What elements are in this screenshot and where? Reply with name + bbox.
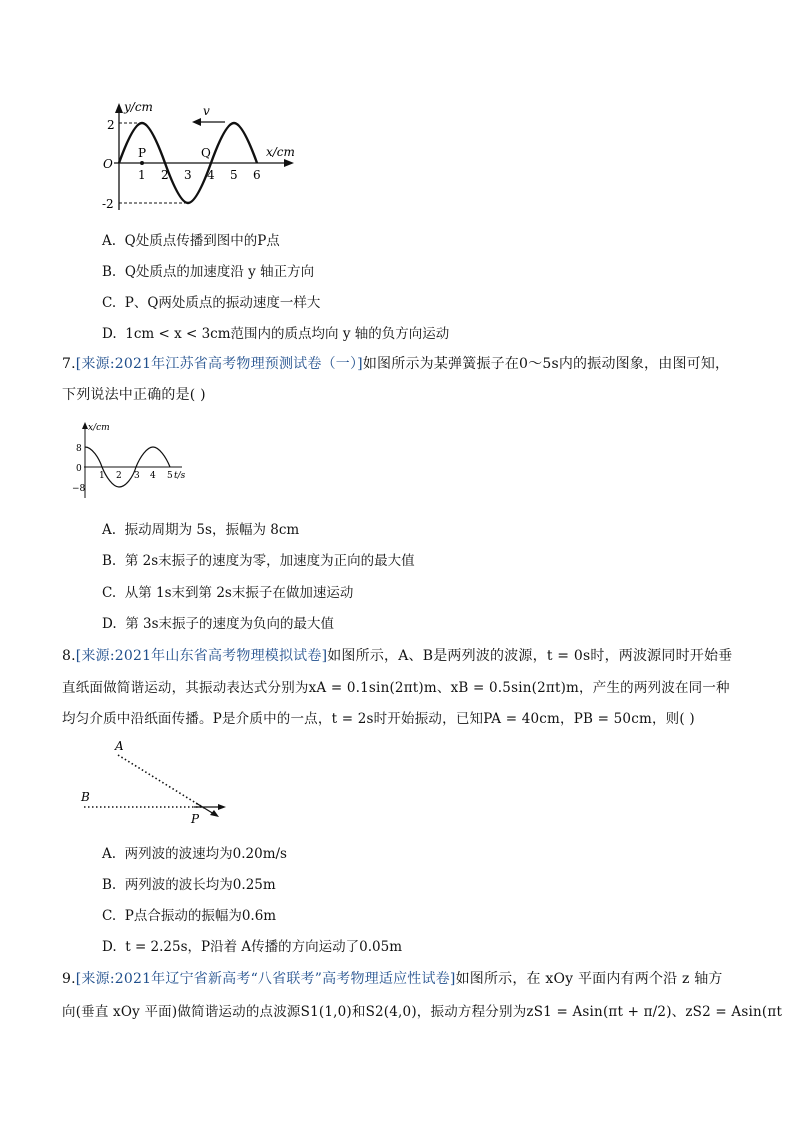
y-pos-label: 8 bbox=[76, 444, 82, 454]
y-neg-label: -2 bbox=[102, 197, 114, 211]
x-axis-label: x/cm bbox=[266, 145, 295, 159]
t-tick-5: 5 bbox=[167, 471, 173, 481]
q7-option-b-letter: B. bbox=[102, 553, 117, 569]
q7-option-c-letter: C. bbox=[102, 585, 117, 601]
oscillation-figure-q7 bbox=[70, 420, 200, 500]
velocity-label: v bbox=[203, 104, 210, 118]
x-tick-3: 3 bbox=[184, 168, 192, 182]
q9-source: [来源:2021年辽宁省新高考“八省联考”高考物理适应性试卷] bbox=[75, 971, 456, 987]
x-tick-5: 5 bbox=[230, 168, 238, 182]
origin-label: O bbox=[103, 157, 113, 171]
q8-option-c-letter: C. bbox=[102, 908, 117, 924]
y-zero-label: 0 bbox=[76, 464, 82, 474]
wave-sources-figure-q8 bbox=[78, 738, 238, 828]
q7-option-c-text: 从第 1s末到第 2s末振子在做加速运动 bbox=[124, 585, 354, 601]
t-tick-3: 3 bbox=[134, 471, 140, 481]
q6-option-a bbox=[102, 229, 280, 249]
y-pos-label: 2 bbox=[107, 118, 115, 132]
q7-source: [来源:2021年江苏省高考物理预测试卷（一）] bbox=[75, 356, 363, 372]
q7-option-b-text: 第 2s末振子的速度为零，加速度为正向的最大值 bbox=[124, 553, 415, 569]
q6-option-b-text: Q处质点的加速度沿 y 轴正方向 bbox=[124, 264, 315, 280]
wave-figure-q6 bbox=[100, 100, 310, 215]
arrow-bp-head bbox=[218, 804, 226, 810]
q8-option-b bbox=[102, 873, 276, 893]
q8-stem-3: 均匀介质中沿纸面传播。P是介质中的一点，t = 2s时开始振动，已知PA = 40cm，PB = 50cm，则( ) bbox=[62, 711, 695, 727]
q8-stem-2: 直纸面做简谐运动，其振动表达式分别为xA = 0.1sin(2πt)m、xB = 0.5sin(2πt)m，产生的两列波在同一种 bbox=[62, 680, 730, 696]
y-neg-label: −8 bbox=[72, 484, 86, 494]
x-label: x/cm bbox=[88, 423, 110, 433]
q7-option-d-text: 第 3s末振子的速度为负向的最大值 bbox=[125, 616, 335, 632]
t-tick-1: 1 bbox=[99, 471, 105, 481]
label-p: P bbox=[191, 812, 200, 826]
q6-option-a-text: Q处质点传播到图中的P点 bbox=[124, 233, 280, 249]
x-axis-arrow bbox=[284, 159, 294, 167]
t-tick-4: 4 bbox=[150, 471, 156, 481]
q8-stem-line1 bbox=[62, 645, 732, 665]
q7-option-d bbox=[102, 612, 334, 632]
q6-option-c bbox=[102, 291, 320, 311]
arrow-ap-head bbox=[210, 810, 219, 817]
t-label: t/s bbox=[174, 471, 186, 481]
t-tick-2: 2 bbox=[116, 471, 122, 481]
q8-option-a bbox=[102, 842, 287, 862]
q8-stem-line3 bbox=[62, 707, 695, 727]
q8-option-b-text: 两列波的波长均为0.25m bbox=[124, 877, 276, 893]
q8-stem-1: 如图所示，A、B是两列波的波源，t = 0s时，两波源同时开始垂 bbox=[327, 648, 733, 664]
x-tick-2: 2 bbox=[161, 168, 169, 182]
q6-option-b bbox=[102, 260, 314, 280]
q7-stem-line2 bbox=[62, 384, 206, 404]
q7-option-b bbox=[102, 549, 415, 569]
q8-option-d-text: t = 2.25s，P沿着 A传播的方向运动了0.05m bbox=[125, 939, 403, 955]
velocity-arrowhead bbox=[192, 118, 201, 126]
q8-option-a-text: 两列波的波速均为0.20m/s bbox=[124, 846, 287, 862]
q7-stem-2: 下列说法中正确的是( ) bbox=[62, 387, 206, 403]
q7-option-a bbox=[102, 518, 299, 538]
x-tick-6: 6 bbox=[253, 168, 261, 182]
q8-source: [来源:2021年山东省高考物理模拟试卷] bbox=[75, 648, 328, 664]
q6-option-c-letter: C. bbox=[102, 295, 117, 311]
q8-option-b-letter: B. bbox=[102, 877, 117, 893]
y-axis-label: y/cm bbox=[124, 100, 153, 114]
q8-option-d bbox=[102, 935, 402, 955]
dotted-line-ap bbox=[118, 755, 204, 808]
q7-number: 7. bbox=[62, 356, 76, 372]
q8-number: 8. bbox=[62, 648, 76, 664]
q6-option-b-letter: B. bbox=[102, 264, 117, 280]
point-p-label: P bbox=[138, 146, 147, 160]
q8-option-d-letter: D. bbox=[102, 939, 117, 955]
q7-stem-line1 bbox=[62, 353, 729, 373]
label-a: A bbox=[115, 739, 124, 753]
q7-stem-1: 如图所示为某弹簧振子在0～5s内的振动图象，由图可知， bbox=[362, 356, 730, 372]
q6-option-d bbox=[102, 322, 449, 342]
q6-option-c-text: P、Q两处质点的振动速度一样大 bbox=[124, 295, 321, 311]
q9-stem-line1 bbox=[62, 968, 723, 988]
q7-option-c bbox=[102, 581, 353, 601]
q8-option-c bbox=[102, 904, 276, 924]
q9-stem-2: 向(垂直 xOy 平面)做简谐运动的点波源S1(1,0)和S2(4,0)，振动方程分别为zS1 = Asin(πt + π/2)、zS2 = Asin(πt bbox=[62, 1004, 783, 1020]
q9-stem-line2 bbox=[62, 1000, 782, 1020]
q7-option-d-letter: D. bbox=[102, 616, 117, 632]
q7-option-a-letter: A. bbox=[102, 522, 117, 538]
label-b: B bbox=[81, 790, 90, 804]
q8-option-c-text: P点合振动的振幅为0.6m bbox=[124, 908, 277, 924]
q6-option-d-text: 1cm < x < 3cm范围内的质点均向 y 轴的负方向运动 bbox=[125, 326, 450, 342]
q6-option-a-letter: A. bbox=[102, 233, 117, 249]
q9-stem-1: 如图所示，在 xOy 平面内有两个沿 z 轴方 bbox=[455, 971, 723, 987]
point-p bbox=[140, 161, 144, 165]
q6-option-d-letter: D. bbox=[102, 326, 117, 342]
x-tick-1: 1 bbox=[138, 168, 146, 182]
q7-option-a-text: 振动周期为 5s，振幅为 8cm bbox=[124, 522, 300, 538]
x-tick-4: 4 bbox=[207, 168, 215, 182]
q9-number: 9. bbox=[62, 971, 76, 987]
q8-stem-line2 bbox=[62, 676, 730, 696]
point-q-label: Q bbox=[201, 146, 211, 160]
y-axis-arrow bbox=[115, 103, 123, 113]
q8-option-a-letter: A. bbox=[102, 846, 117, 862]
